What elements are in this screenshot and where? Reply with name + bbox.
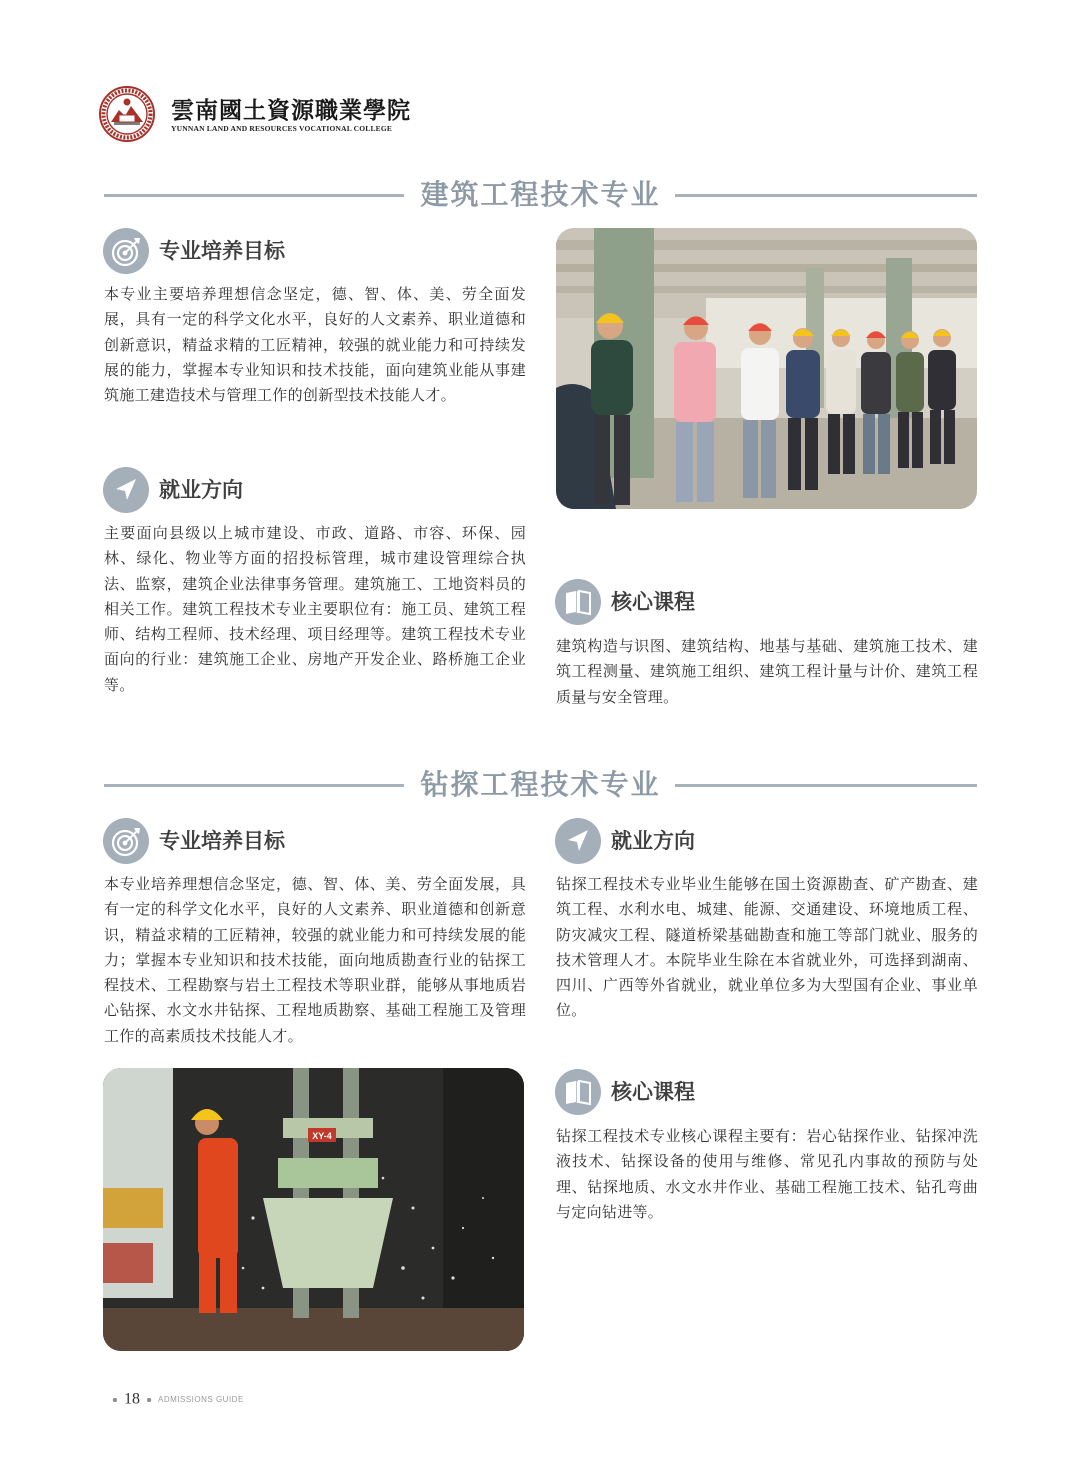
- rig-model-label: XY-4: [312, 1131, 332, 1141]
- heading-label: 就业方向: [159, 478, 243, 502]
- heading-label: 专业培养目标: [159, 239, 285, 263]
- career-direction-text: 钻探工程技术专业毕业生能够在国土资源勘查、矿产勘查、建筑工程、水利水电、城建、能源、交通建设、环境地质工程、防灾减灾工程、隧道桥梁基础勘查和施工等部门就业、服务的技术管理人才。本院毕业生除在本省就业外，可选择到湖南、四川、广西等外省就业，就业单位多为大型国有企业、事业单位。: [556, 875, 978, 1020]
- page-footer: [106, 1390, 244, 1410]
- target-icon: [103, 818, 149, 864]
- drilling-rig-photo: [103, 1068, 524, 1351]
- heading-label: 核心课程: [611, 590, 695, 614]
- college-name-en: YUNNAN LAND AND RESOURCES VOCATIONAL COLLEGE: [171, 124, 393, 133]
- career-direction-text: 主要面向县级以上城市建设、市政、道路、市容、环保、园林、绿化、物业等方面的招投标管理，城市建设管理综合执法、监察，建筑企业法律事务管理。建筑施工、工地资料员的相关工作。建筑工程技术专业主要职位有：施工员、建筑工程师、结构工程师、技术经理、项目经理等。建筑工程技术专业面向的行业：建筑施工企业、房地产开发企业、路桥施工企业等。: [104, 524, 526, 694]
- admissions-guide-label: ADMISSIONS GUIDE: [158, 1395, 244, 1404]
- footer-dot: [113, 1398, 117, 1402]
- training-goal-text: 本专业主要培养理想信念坚定，德、智、体、美、劳全面发展，具有一定的科学文化水平，良好的人文素养、职业道德和创新意识，精益求精的工匠精神，较强的就业能力和可持续发展的能力，掌握本专业知识和技术技能，面向建筑业能从事建筑施工建造技术与管理工作的创新型技术技能人才。: [104, 285, 526, 405]
- core-courses-text: 建筑构造与识图、建筑结构、地基与基础、建筑施工技术、建筑工程测量、建筑施工组织、建筑工程计量与计价、建筑工程质量与安全管理。: [556, 637, 978, 706]
- heading-core-courses: [555, 1069, 875, 1117]
- training-goal-text: 本专业培养理想信念坚定，德、智、体、美、劳全面发展，具有一定的科学文化水平，良好的人文素养、职业道德和创新意识，精益求精的工匠精神，较强的就业能力和可持续发展的能力；掌握本专业知识和技术技能，面向地质勘查行业的钻探工程技术、工程勘察与岩土工程技术等职业群，能够从事地质岩心钻探、水文水井钻探、工程地质勘察、基础工程施工及管理工作的高素质技术技能人才。: [104, 875, 526, 1045]
- heading-label: 专业培养目标: [159, 829, 285, 853]
- book-icon: [555, 579, 601, 625]
- section-title-text: 建筑工程技术专业: [420, 178, 661, 211]
- college-name-cn: 雲南國土資源職業學院: [171, 97, 411, 124]
- core-courses-text: 钻探工程技术专业核心课程主要有：岩心钻探作业、钻探冲洗液技术、钻探设备的使用与维修、常见孔内事故的预防与处理、钻探地质、水文水井作业、基础工程施工技术、钻孔弯曲与定向钻进等。: [556, 1127, 978, 1221]
- target-icon: [103, 228, 149, 274]
- title-rule-right: [675, 194, 977, 197]
- title-rule-right: [675, 784, 977, 787]
- college-logo: [99, 86, 411, 146]
- heading-career-direction: [103, 467, 423, 515]
- navigation-arrow-icon: [103, 467, 149, 513]
- section-title-text: 钻探工程技术专业: [420, 768, 661, 801]
- book-icon: [555, 1069, 601, 1115]
- college-seal-icon: [99, 86, 155, 142]
- heading-training-goal: [103, 228, 423, 276]
- page-number: 18: [124, 1390, 140, 1408]
- heading-core-courses: [555, 579, 875, 627]
- section-title-construction: [104, 175, 977, 215]
- footer-dot: [147, 1398, 151, 1402]
- navigation-arrow-icon: [555, 818, 601, 864]
- heading-label: 核心课程: [611, 1080, 695, 1104]
- heading-training-goal: [103, 818, 423, 866]
- section-title-drilling: [104, 765, 977, 805]
- construction-site-photo: [556, 228, 977, 509]
- heading-label: 就业方向: [611, 829, 695, 853]
- heading-career-direction: [555, 818, 875, 866]
